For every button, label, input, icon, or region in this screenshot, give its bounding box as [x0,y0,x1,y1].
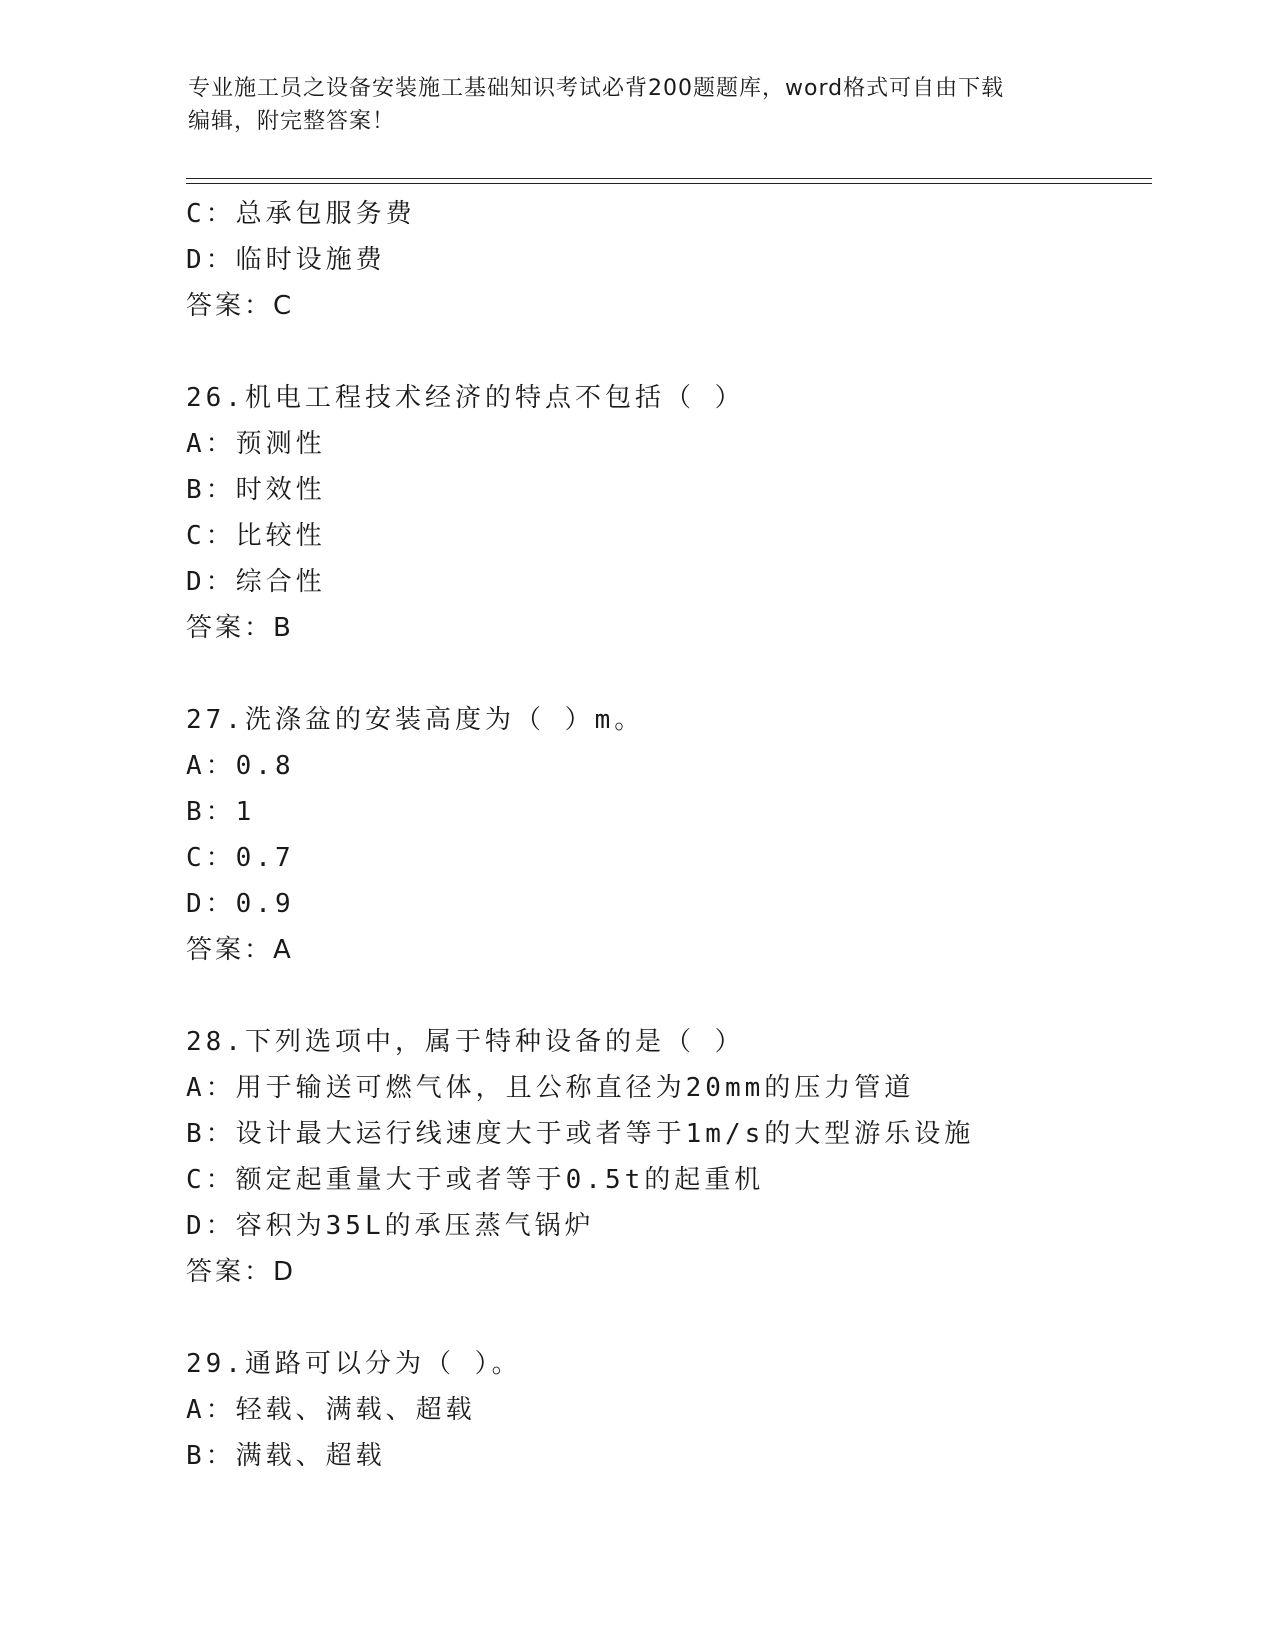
option-b: B：1 [186,797,256,827]
option-d: D：综合性 [186,567,326,597]
spacer [186,973,1166,1019]
option-a: A：0.8 [186,751,295,781]
option-c: C：总承包服务费 [186,199,416,229]
option-c: C：0.7 [186,843,295,873]
question-25-tail [186,191,1166,329]
question-29 [186,1341,1166,1479]
option-b: B：时效性 [186,475,326,505]
answer: 答案：A [186,935,294,965]
question-26 [186,375,1166,651]
answer: 答案：B [186,613,294,643]
option-d: D：临时设施费 [186,245,386,275]
option-b: B：设计最大运行线速度大于或者等于1m/s的大型游乐设施 [186,1119,975,1149]
question-text: 28.下列选项中，属于特种设备的是（ ） [186,1027,745,1057]
answer: 答案：C [186,291,295,321]
question-text: 29.通路可以分为（ ）。 [186,1349,522,1379]
option-a: A：预测性 [186,429,326,459]
option-a: A：轻载、满载、超载 [186,1395,476,1425]
option-c: C：额定起重量大于或者等于0.5t的起重机 [186,1165,765,1195]
option-d: D：0.9 [186,889,295,919]
spacer [186,651,1166,697]
option-d: D：容积为35L的承压蒸气锅炉 [186,1211,595,1241]
spacer [186,329,1166,375]
header-title-line-2: 编辑，附完整答案！ [188,109,396,134]
option-c: C：比较性 [186,521,326,551]
question-27 [186,697,1166,973]
question-28 [186,1019,1166,1295]
header-title-line-1: 专业施工员之设备安装施工基础知识考试必背200题题库，word格式可自由下载 [188,76,1005,101]
document-header [188,72,1088,138]
option-a: A：用于输送可燃气体，且公称直径为20mm的压力管道 [186,1073,915,1103]
option-b: B：满载、超载 [186,1441,386,1471]
answer: 答案：D [186,1257,297,1287]
header-divider-top [186,178,1152,179]
question-text: 27.洗涤盆的安装高度为（ ）m。 [186,705,645,735]
question-text: 26.机电工程技术经济的特点不包括（ ） [186,383,745,413]
question-list [186,191,1166,1479]
header-divider-bottom [186,183,1152,184]
spacer [186,1295,1166,1341]
